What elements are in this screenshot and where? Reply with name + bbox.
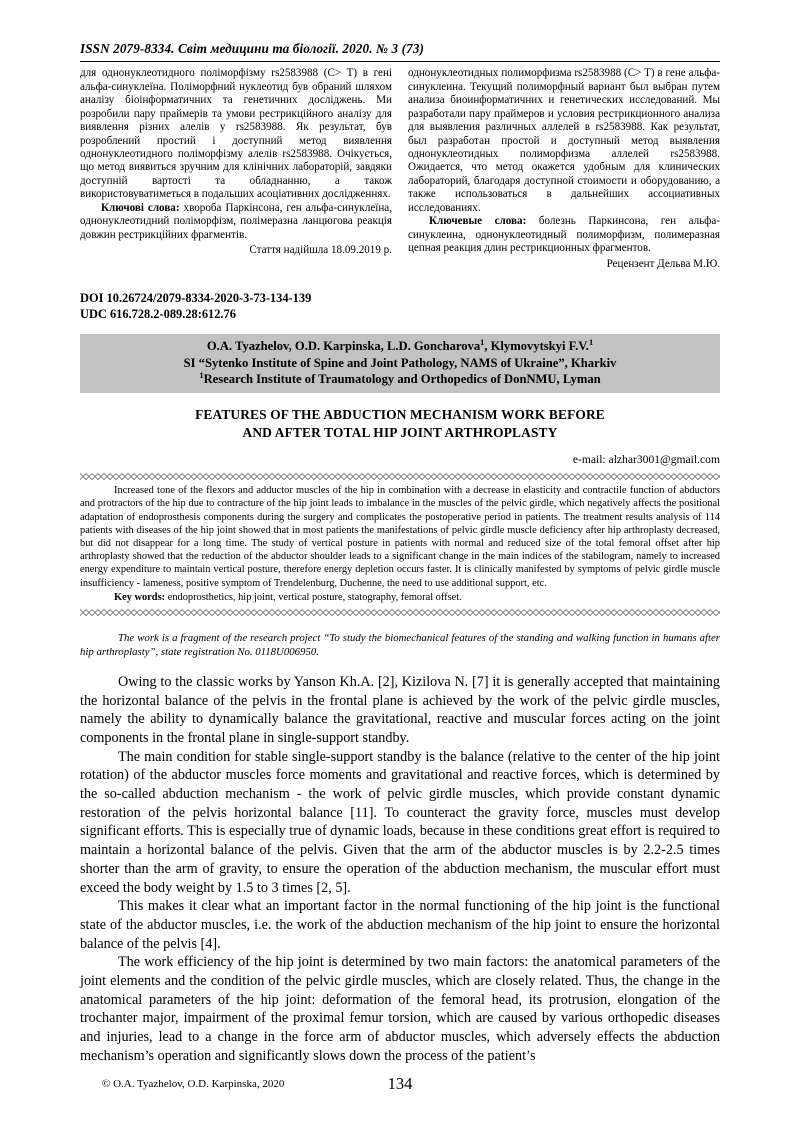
authors-names-part1: O.A. Tyazhelov, O.D. Karpinska, L.D. Goncharova [206, 338, 481, 353]
abstract-ru-reviewer: Рецензент Дельва М.Ю. [606, 257, 720, 270]
abstract-ua-keywords [80, 202, 392, 242]
abstract-en-paragraph: Increased tone of the flexors and adductor muscles of the hip in combination with a decrease in elasticity and contractile function of abductors and protractors of the hip due to contracture of the hip joint leads to imbalance in the muscles of the pelvic girdle, which negatively affects the positional adaptation of endoprosthesis components during the surgery and complicates the postoperative period in patients. The treatment results analysis of 114 patients with diseases of the hip joint showed that in most patients the manifestations of pelvic girdle muscle deficiency after hip arthroplasty decreased, but did not disappear for a long time. The study of vertical posture in patients with normal and reduced size of the total femoral offset after hip arthroplasty showed that the reduction of the abductor shoulder leads to a significant change in the main indices of the stabilogram, namely to increased energy expenditure to maintain vertical posture, therefore energy depletion occurs faster. It is clinically manifested by symptoms of pelvic girdle muscle insufficiency - lameness, positive symptom of Trendelenburg, Duchenne, the need to use additional support, etc. [80, 485, 720, 589]
page-number: 134 [387, 1074, 413, 1093]
affiliation-line-2-text: Research Institute of Traumatology and Orthopedics of DonNMU, Lyman [203, 372, 601, 387]
abstract-column-russian [408, 67, 720, 271]
authors-line [86, 338, 714, 355]
affiliation-line-1: SI “Sytenko Institute of Spine and Joint Pathology, NAMS of Ukraine”, Kharkiv [183, 355, 617, 370]
article-title [80, 406, 720, 442]
article-body [80, 673, 720, 1065]
zigzag-divider-top [80, 473, 720, 480]
abstract-ua-paragraph: для однонуклеотидного поліморфізму rs2583988 (C> T) в гені альфа-синуклеїна. Поліморфний нуклеотид був обраний шляхом аналізу біоінформатичних та генетичних досліджень. Ми розробили пару праймерів та умови рестрикційного аналізу для виявлення різних алелів у rs2583988. Як результат, був розроблений простий і доступний метод виявлення однонуклеотидного поліморфізму алелів rs2583988. Очікується, що метод виявиться зручним для клінічних лабораторій, завдяки доступній вартості та обладнанню, а також використовуватиметься в подальших асоціативних дослідженнях. [80, 67, 392, 201]
abstract-column-ukrainian [80, 67, 392, 271]
research-project-note: The work is a fragment of the research project “To study the biomechanical features of the standing and walking function in humans after hip arthroplasty”, state registration No. 0118U006950. [80, 632, 720, 659]
abstract-ru-keywords-label: Ключевые слова: [429, 215, 527, 228]
body-paragraph: The work efficiency of the hip joint is determined by two main factors: the anatomical parameters of the joint elements and the condition of the pelvic girdle muscles, which are closely related. Thus, the change in the anatomical parameters of the hip joint: deformation of the femoral head, its protrusion, elongation of the trochanter major, impairment of the proximal femur torsion, which are caused by various orthopedic diseases and injuries, lead to a change in the force arm of abductor muscles, which adversely effects the abduction mechanism’s operation and significantly slows down the process of the patient’s [80, 954, 720, 1064]
authors-names-part2: , Klymovytskyi F.V. [484, 338, 589, 353]
article-title-line-1: FEATURES OF THE ABDUCTION MECHANISM WORK BEFORE [195, 407, 605, 423]
abstract-ua-keywords-label: Ключові слова: [101, 201, 180, 214]
udc-line: UDC 616.728.2-089.28:612.76 [80, 306, 236, 321]
abstract-ru-paragraph: однонуклеотидных полиморфизма rs2583988 (C> T) в гене альфа-синуклеина. Текущий полиморфный вариант был выбран путем анализа биоинформатичних и генетических исследований. Мы разработали пару праймеров и условия рестрикционного анализа для выявления различных аллелей в rs2583988. Как результат, был разработан простой и доступный метод выявления однонуклеотидных полиморфизма аллелей rs2583988. Ожидается, что метод окажется удобным для клинических лабораторий, благодаря доступной стоимости и оборудованию, а также использоваться в дальнейших ассоциативных исследованиях. [408, 67, 720, 214]
body-paragraph: The main condition for stable single-support standby is the balance (relative to the center of the hip joint rotation) of the abductor muscles force moments and gravitational and reactive forces, which is determined by the so-called abduction mechanism - the work of pelvic girdle muscles, which provide constant dynamic restoration of the pelvis horizontal balance [11]. To counteract the gravity force, muscles must develop significant efforts. This is especially true of dynamic loads, because in these conditions great effort is required to maintain a horizontal balance of the pelvis. Given that the arm of the abductor muscles is by 2.2-2.5 times shorter than the arm of gravity, to ensure the operation of the abduction mechanism, the muscular effort must exceed the body weight by 1.5 to 3 times [2, 5]. [80, 748, 720, 896]
header-rule [80, 61, 720, 62]
affiliation-line-2 [86, 371, 714, 388]
abstract-ru-keywords-text: болезнь Паркинсона, ген альфа-синуклеина, однонуклеотидный полиморфизм, полимеразная цепная реакция длин рестрикционных фрагментов. [408, 215, 720, 255]
identifiers-block [80, 291, 720, 323]
authors-superscript-1: 1 [480, 337, 485, 347]
authors-superscript-2: 1 [588, 337, 594, 347]
article-title-line-2: AND AFTER TOTAL HIP JOINT ARTHROPLASTY [242, 425, 558, 441]
abstract-ua-keywords-text: хвороба Паркінсона, ген альфа-синуклеїна, однонуклеотидний поліморфізм, полімеразна ланцюгова реакція довжин рестрикційних фрагментів. [80, 201, 392, 241]
abstract-en-keywords [80, 591, 720, 604]
doi-line: DOI 10.26724/2079-8334-2020-3-73-134-139 [80, 291, 312, 306]
abstract-en-keywords-text: endoprosthetics, hip joint, vertical posture, statography, femoral offset. [167, 591, 462, 603]
affiliation-superscript: 1 [199, 371, 204, 381]
abstract-en-keywords-label: Key words: [114, 591, 166, 603]
running-head: ISSN 2079-8334. Світ медицини та біології. 2020. № 3 (73) [80, 41, 425, 56]
contact-email: e-mail: alzhar3001@gmail.com [572, 453, 720, 467]
abstract-ru-keywords [408, 215, 720, 255]
abstract-ua-received-date: Стаття надійшла 18.09.2019 р. [249, 244, 392, 257]
body-paragraph: Owing to the classic works by Yanson Kh.A. [2], Kizilova N. [7] it is generally accepted that maintaining the horizontal balance of the pelvis in the frontal plane is achieved by the work of the pelvic girdle muscles, namely the ability to dynamically balance the gravitational, reactive and muscular forces acting on the joint components in the frontal plane in single-support standby. [80, 674, 720, 747]
page-footer [80, 1074, 720, 1108]
zigzag-divider-bottom [80, 609, 720, 616]
body-paragraph: This makes it clear what an important factor in the normal functioning of the hip joint is the functional state of the abductor muscles, i.e. the work of the abduction mechanism of the hip joint to ensure the horizontal balance of the pelvis [4]. [80, 898, 720, 952]
bilingual-abstract-columns [80, 67, 720, 271]
authors-affiliation-block [80, 334, 720, 394]
copyright-notice: © O.A. Tyazhelov, O.D. Karpinska, 2020 [102, 1078, 285, 1090]
abstract-english [80, 484, 720, 604]
